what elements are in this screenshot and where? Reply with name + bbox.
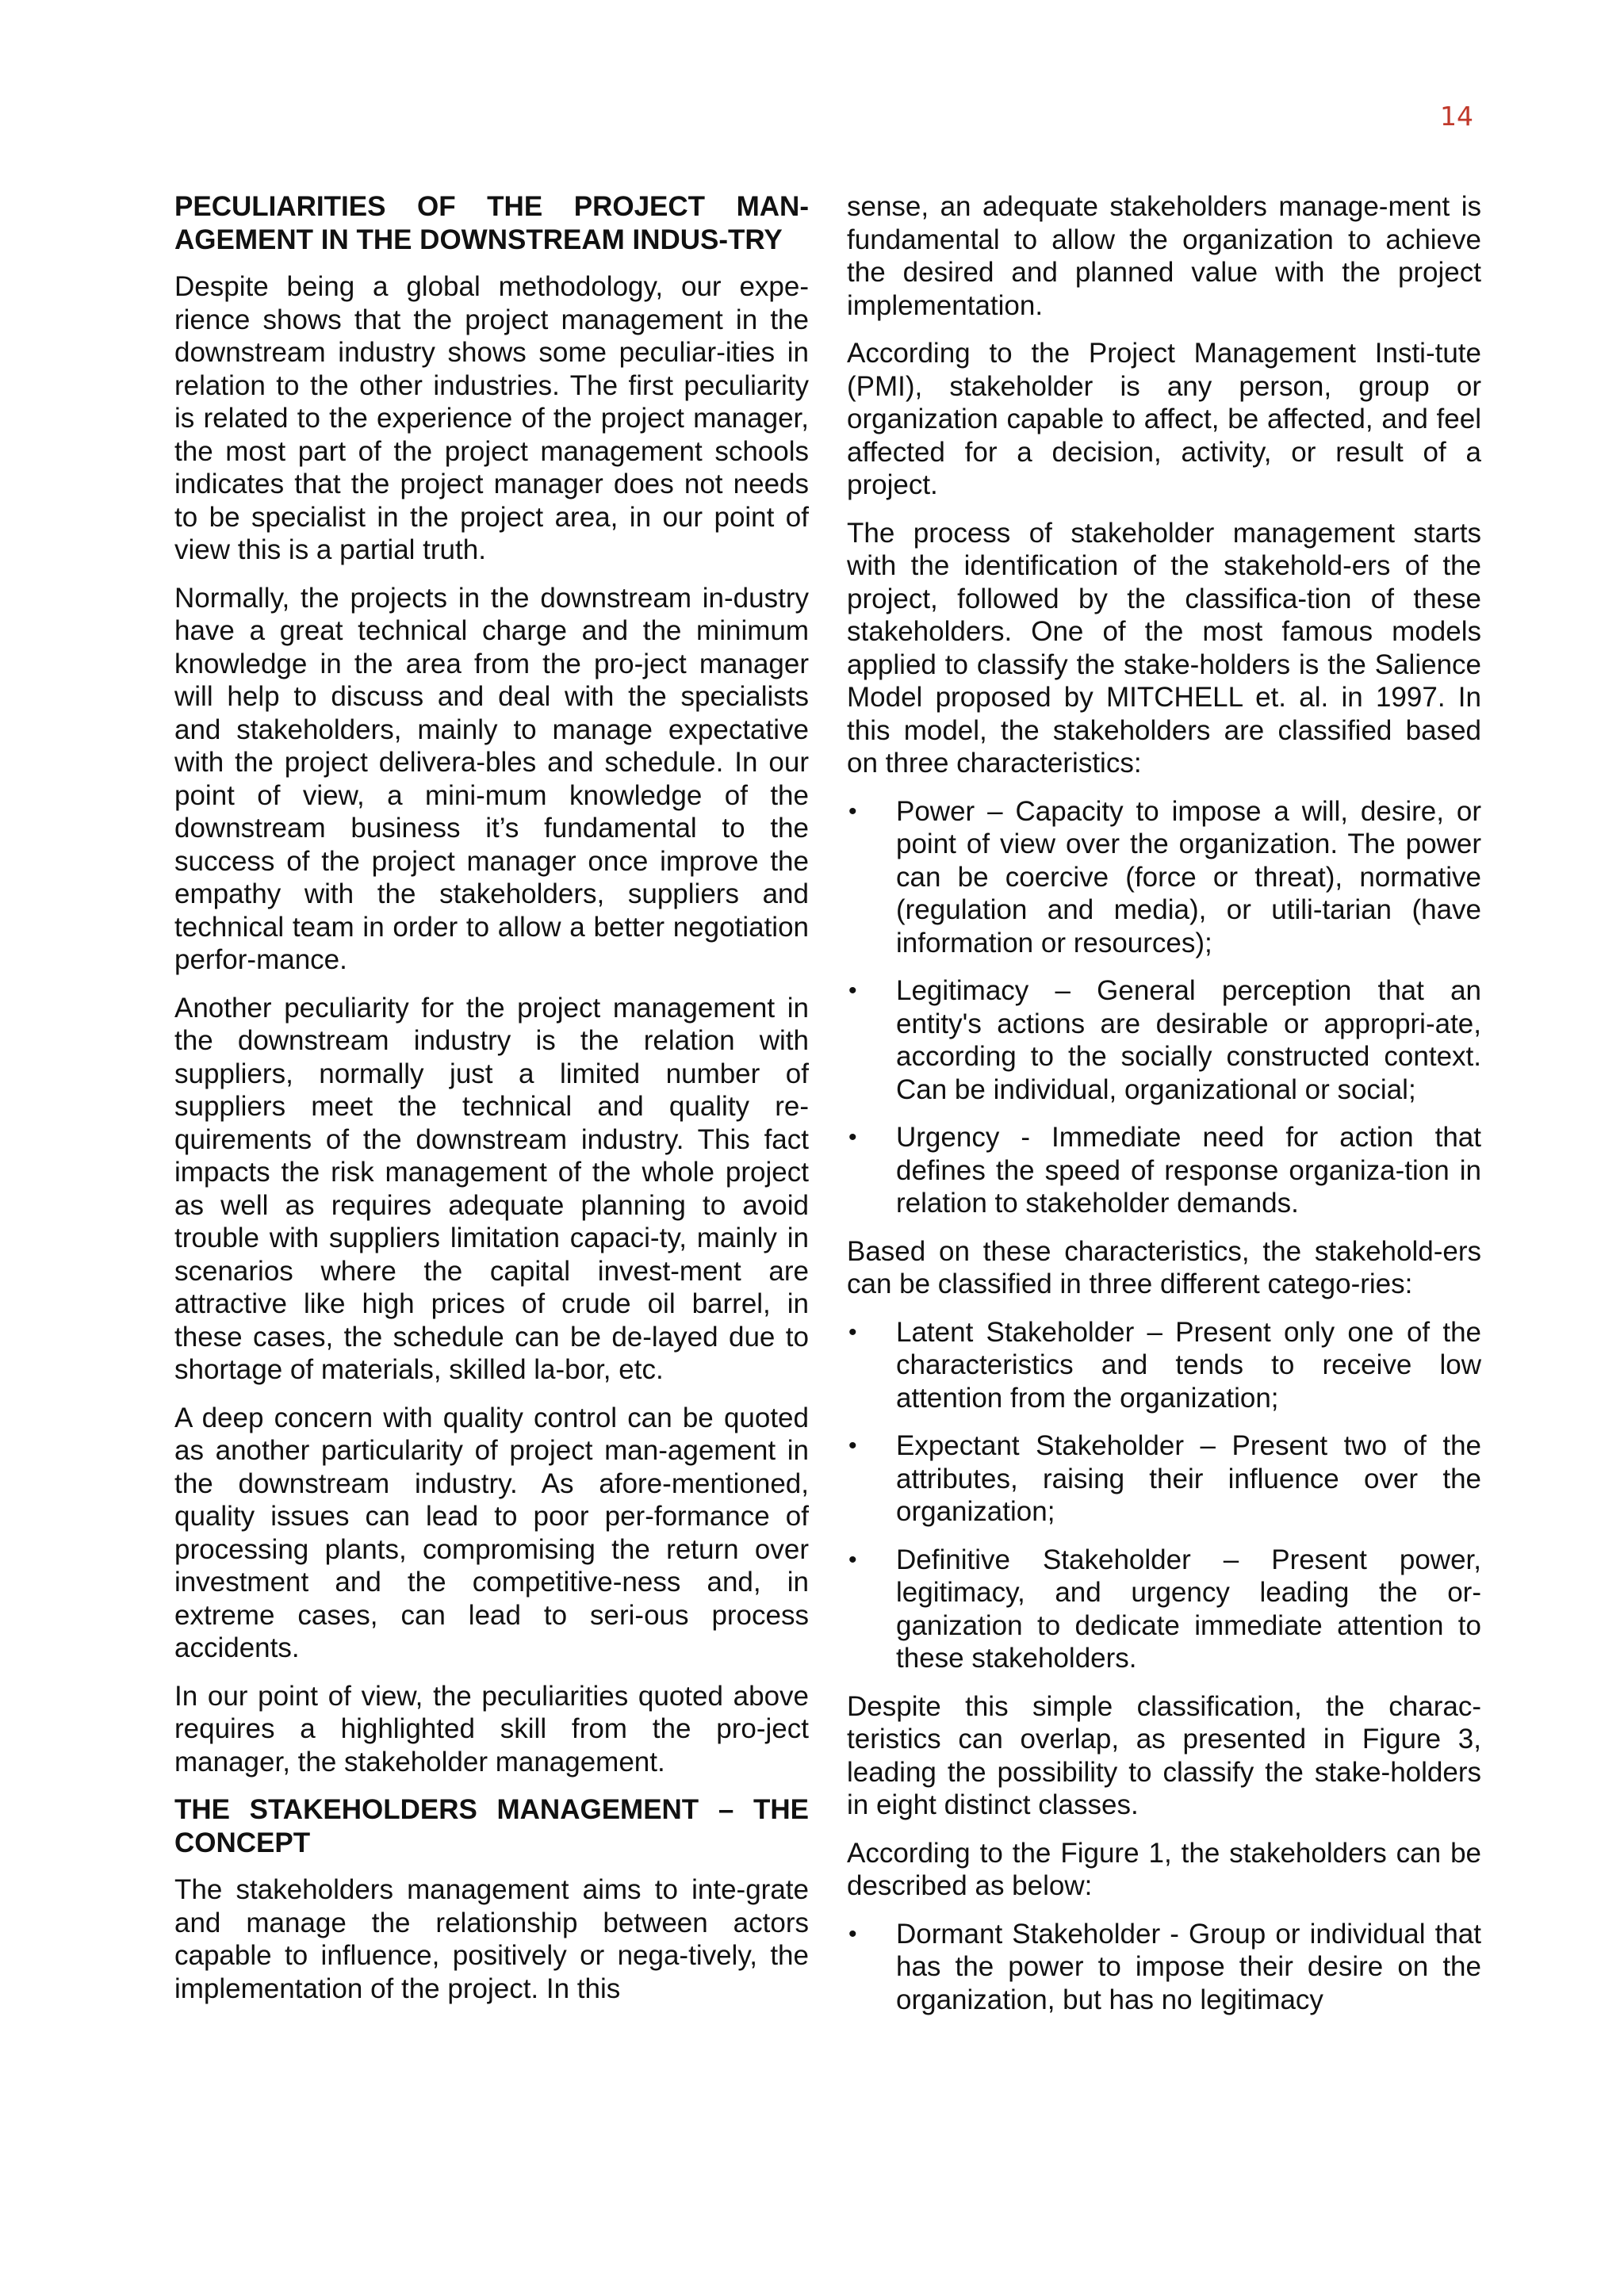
paragraph: Another peculiarity for the project management in the downstream industry is the relation with suppliers, normally just a limited number of suppliers meet the technical and quality re-quirements of the downstream industry. This fact impacts the risk management of the whole project as well as requires adequate planning to avoid trouble with suppliers limitation capaci-ty, mainly in scenarios where the capital invest-ment are attractive like high prices of crude oil barrel, in these cases, the schedule can be de-layed due to shortage of materials, skilled la-bor, etc. <box>174 992 809 1385</box>
list-item <box>847 1121 1481 1220</box>
characteristics-list <box>847 795 1481 1220</box>
page-number: 14 <box>1440 101 1473 132</box>
bullet-icon: • <box>848 1546 857 1573</box>
stakeholder-classes-list <box>847 1918 1481 2017</box>
paragraph: Despite being a global methodology, our expe-rience shows that the project management in the downstream industry shows some peculiar-ities in relation to the other industries. The first peculiarity is related to the experience of the project manager, the most part of the project management schools indicates that the project manager does not needs to be specialist in the project area, in our point of view this is a partial truth. <box>174 271 809 565</box>
paragraph: A deep concern with quality control can be quoted as another particularity of project man-agement in the downstream industry. As afore-mentioned, quality issues can lead to poor per-formance of processing plants, compromising the return over investment and the competitive-ness and, in extreme cases, can lead to seri-ous process accidents. <box>174 1402 809 1663</box>
list-item-text: Legitimacy – General perception that an entity's actions are desirable or appropri-ate, according to the socially constructed context. Can be individual, organizational or social; <box>896 975 1481 1105</box>
list-item-text: Power – Capacity to impose a will, desire, or point of view over the organization. The power can be coercive (force or threat), normative (regulation and media), or utili-tarian (have information or resources); <box>896 795 1481 959</box>
bullet-icon: • <box>848 1433 857 1459</box>
categories-list <box>847 1316 1481 1675</box>
section-heading-stakeholders-concept: THE STAKEHOLDERS MANAGEMENT – THE CONCEPT <box>174 1794 809 1858</box>
paragraph: According to the Figure 1, the stakeholders can be described as below: <box>847 1837 1481 1901</box>
paragraph: sense, an adequate stakeholders manage-ment is fundamental to allow the organization to achieve the desired and planned value with the project implementation. <box>847 191 1481 321</box>
paragraph: Despite this simple classification, the charac-teristics can overlap, as presented in Figure 3, leading the possibility to classify the stake-holders in eight distinct classes. <box>847 1690 1481 1820</box>
list-item-text: Urgency - Immediate need for action that defines the speed of response organiza-tion in relation to stakeholder demands. <box>896 1122 1481 1219</box>
bullet-icon: • <box>848 1920 857 1947</box>
right-column <box>847 190 1481 2031</box>
paragraph: In our point of view, the peculiarities quoted above requires a highlighted skill from the pro-ject manager, the stakeholder management. <box>174 1680 809 1777</box>
bullet-icon: • <box>848 798 857 825</box>
list-item <box>847 1544 1481 1675</box>
list-item <box>847 1316 1481 1415</box>
section-heading-peculiarities: PECULIARITIES OF THE PROJECT MAN-AGEMENT IN THE DOWNSTREAM INDUS-TRY <box>174 191 809 255</box>
list-item <box>847 795 1481 960</box>
bullet-icon: • <box>848 1318 857 1345</box>
list-item-text: Definitive Stakeholder – Present power, legitimacy, and urgency leading the or-ganization to dedicate immediate attention to these stakeholders. <box>896 1544 1481 1674</box>
paragraph: The process of stakeholder management starts with the identification of the stakehold-ers of the project, followed by the classifica-tion of these stakeholders. One of the most famous models applied to classify the stake-holders is the Salience Model proposed by MITCHELL et. al. in 1997. In this model, the stakeholders are classified based on three characteristics: <box>847 517 1481 779</box>
list-item <box>847 974 1481 1106</box>
bullet-icon: • <box>848 978 857 1004</box>
left-column <box>174 190 809 2020</box>
paragraph: Based on these characteristics, the stakehold-ers can be classified in three different catego-ries: <box>847 1235 1481 1299</box>
list-item-text: Expectant Stakeholder – Present two of the attributes, raising their influence over the organization; <box>896 1430 1481 1527</box>
paragraph: The stakeholders management aims to inte-grate and manage the relationship between actors capable to influence, positively or nega-tively, the implementation of the project. In this <box>174 1874 809 2004</box>
list-item-text: Latent Stakeholder – Present only one of the characteristics and tends to receive low attention from the organization; <box>896 1316 1481 1414</box>
paragraph: Normally, the projects in the downstream in-dustry have a great technical charge and the minimum knowledge in the area from the pro-ject manager will help to discuss and deal with the specialists and stakeholders, mainly to manage expectative with the project delivera-bles and schedule. In our point of view, a mini-mum knowledge of the downstream business it’s fundamental to the success of the project manager once improve the empathy with the stakeholders, suppliers and technical team in order to allow a better negotiation perfor-mance. <box>174 582 809 975</box>
list-item <box>847 1429 1481 1529</box>
bullet-icon: • <box>848 1124 857 1150</box>
list-item-text: Dormant Stakeholder - Group or individual that has the power to impose their desire on the organization, but has no legitimacy <box>896 1918 1481 2015</box>
paragraph: According to the Project Management Insti-tute (PMI), stakeholder is any person, group or organization capable to affect, be affected, and feel affected for a decision, activity, or result of a project. <box>847 338 1481 500</box>
list-item <box>847 1918 1481 2017</box>
